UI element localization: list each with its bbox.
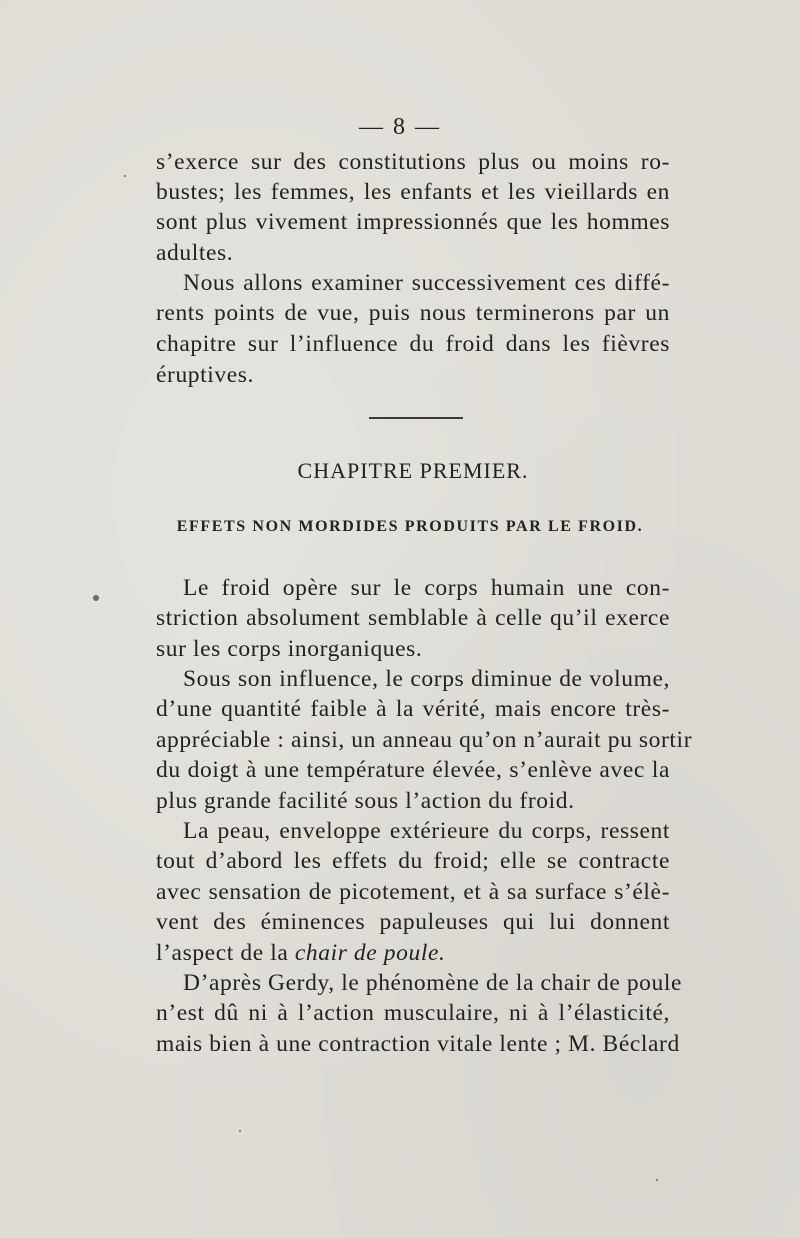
paper-speck: [93, 595, 99, 601]
text-line-with-italic: [156, 938, 670, 968]
page-number: — 8 —: [359, 114, 441, 140]
text-line: Le froid opère sur le corps humain une con-: [183, 575, 670, 601]
text-line: Sous son influence, le corps diminue de volume,: [183, 666, 670, 692]
text-line: avec sensation de picotement, et à sa surface s’élè-: [156, 879, 670, 905]
section-title: EFFETS NON MORDIDES PRODUITS PAR LE FROID.: [176, 518, 644, 535]
text-line: D’après Gerdy, le phénomène de la chair de poule: [183, 970, 683, 996]
text-line: bustes; les femmes, les enfants et les vieillards en: [156, 179, 670, 205]
text-line: La peau, enveloppe extérieure du corps, ressent: [183, 818, 670, 844]
text-line: n’est dû ni à l’action musculaire, ni à l’élasticité,: [156, 1000, 670, 1026]
text-line: chapitre sur l’influence du froid dans les fièvres: [156, 331, 670, 357]
text-line: du doigt à une température élevée, s’enlève avec la: [156, 757, 670, 783]
text-line: mais bien à une contraction vitale lente ; M. Béclard: [156, 1031, 680, 1057]
italic-phrase: chair de poule.: [294, 940, 446, 966]
text-span: l’aspect de la: [156, 940, 295, 966]
section-divider: [369, 417, 463, 419]
text-line: tout d’abord les effets du froid; elle se contracte: [156, 848, 670, 874]
paper-speck: [124, 175, 126, 177]
text-line: plus grande facilité sous l’action du froid.: [156, 788, 575, 814]
chapter-title: CHAPITRE PREMIER.: [297, 458, 529, 483]
text-line: striction absolument semblable à celle qu’il exerce: [156, 605, 670, 631]
text-line: adultes.: [156, 240, 234, 266]
text-line: Nous allons examiner successivement ces diffé-: [183, 270, 670, 296]
text-line: appréciable : ainsi, un anneau qu’on n’aurait pu sortir: [156, 727, 693, 753]
text-line: éruptives.: [156, 362, 255, 388]
paper-speck: [239, 1130, 241, 1132]
text-line: s’exerce sur des constitutions plus ou moins ro-: [156, 149, 670, 175]
text-line: sur les corps inorganiques.: [156, 636, 423, 662]
text-line: d’une quantité faible à la vérité, mais encore très-: [156, 696, 670, 722]
text-line: rents points de vue, puis nous terminerons par un: [156, 300, 670, 326]
paper-speck: [656, 1179, 658, 1181]
text-line: vent des éminences papuleuses qui lui donnent: [156, 909, 670, 935]
text-line: sont plus vivement impressionnés que les hommes: [156, 209, 670, 235]
